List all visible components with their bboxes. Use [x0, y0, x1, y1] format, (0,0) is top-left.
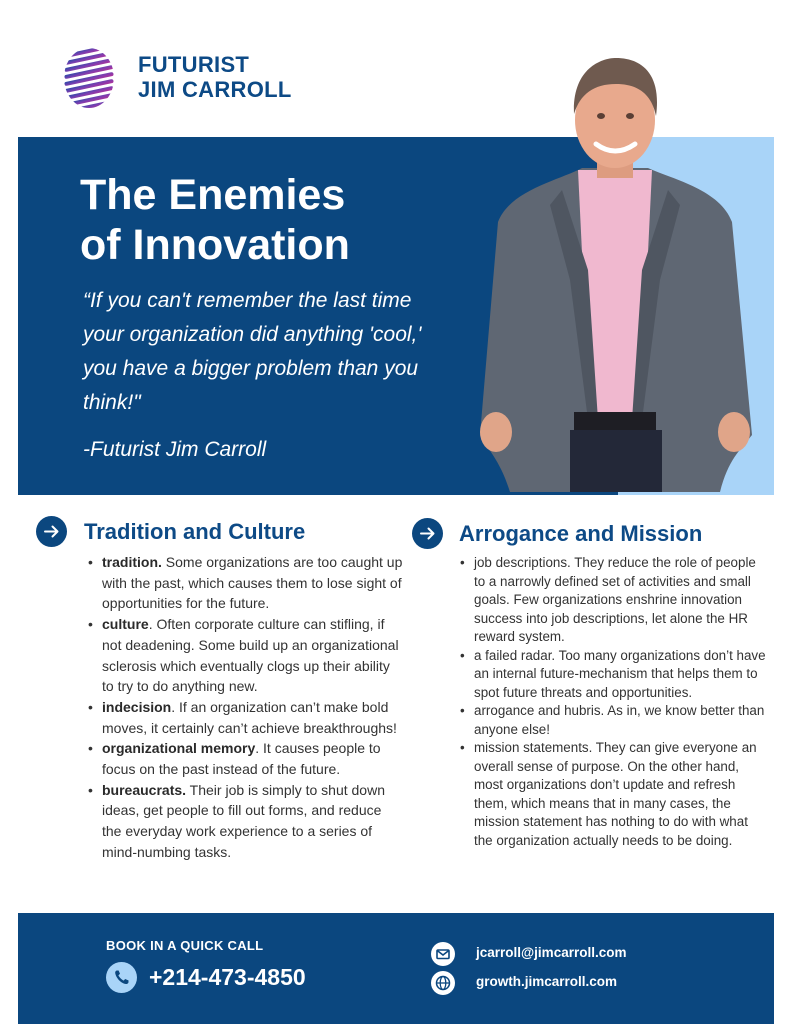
- list-item: • arrogance and hubris. As in, we know better than anyone else!: [456, 702, 766, 739]
- list-item: • job descriptions. They reduce the role of people to a narrowly defined set of activities and small goals. Few organizations enshrine innovation success into job descriptions, let alone the HR reward system.: [456, 554, 766, 647]
- list-item: • indecision. If an organization can’t make bold moves, it certainly can’t achieve breakthroughs!: [84, 697, 404, 738]
- section-heading-arrogance: Arrogance and Mission: [459, 521, 703, 546]
- globe-icon: [431, 971, 455, 995]
- hero-quote: “If you can't remember the last time your organization did anything 'cool,' you have a bigger problem than you think!": [83, 289, 422, 414]
- list-item: • tradition. Some organizations are too caught up with the past, which causes them to lose sight of opportunities for the future.: [84, 552, 404, 614]
- list-item: • bureaucrats. Their job is simply to shut down ideas, get people to fill out forms, and reduce the everyday work experience to a series of mind-numbing tasks.: [84, 780, 404, 863]
- list-item: • a failed radar. Too many organizations don’t have an internal future-mechanism that helps them to spot future threats and opportunities.: [456, 647, 766, 703]
- brand-name: [138, 52, 292, 102]
- page-title: The Enemies of Innovation: [80, 171, 350, 269]
- website-link[interactable]: growth.jimcarroll.com: [476, 974, 618, 989]
- brand-line-2: JIM CARROLL: [138, 77, 292, 102]
- tradition-list: [84, 552, 404, 863]
- list-item: • culture. Often corporate culture can stifling, if not deadening. Some build up an organizational sclerosis which eventually clogs up their ability to try to do anything new.: [84, 614, 404, 697]
- list-item: • mission statements. They can give everyone an overall sense of purpose. On the other hand, most organizations don’t update and refresh them, which means that in many cases, the mission statement has nothing to do with what the organization actually needs to be doing.: [456, 739, 766, 850]
- quote-attribution: -Futurist Jim Carroll: [83, 438, 267, 461]
- section-heading-tradition: Tradition and Culture: [84, 519, 306, 544]
- arrogance-list: [456, 554, 766, 850]
- cta-label: BOOK IN A QUICK CALL: [106, 938, 264, 953]
- mail-icon: [431, 942, 455, 966]
- speaker-portrait: [470, 40, 760, 496]
- arrow-right-icon: [412, 518, 443, 549]
- list-item: • organizational memory. It causes people to focus on the past instead of the future.: [84, 738, 404, 779]
- phone-number-link[interactable]: +214-473-4850: [149, 964, 306, 990]
- brand-line-1: FUTURIST: [138, 52, 250, 77]
- arrow-right-icon: [36, 516, 67, 547]
- brand-logo: [62, 46, 116, 110]
- email-link[interactable]: jcarroll@jimcarroll.com: [476, 945, 627, 960]
- phone-icon: [106, 962, 137, 993]
